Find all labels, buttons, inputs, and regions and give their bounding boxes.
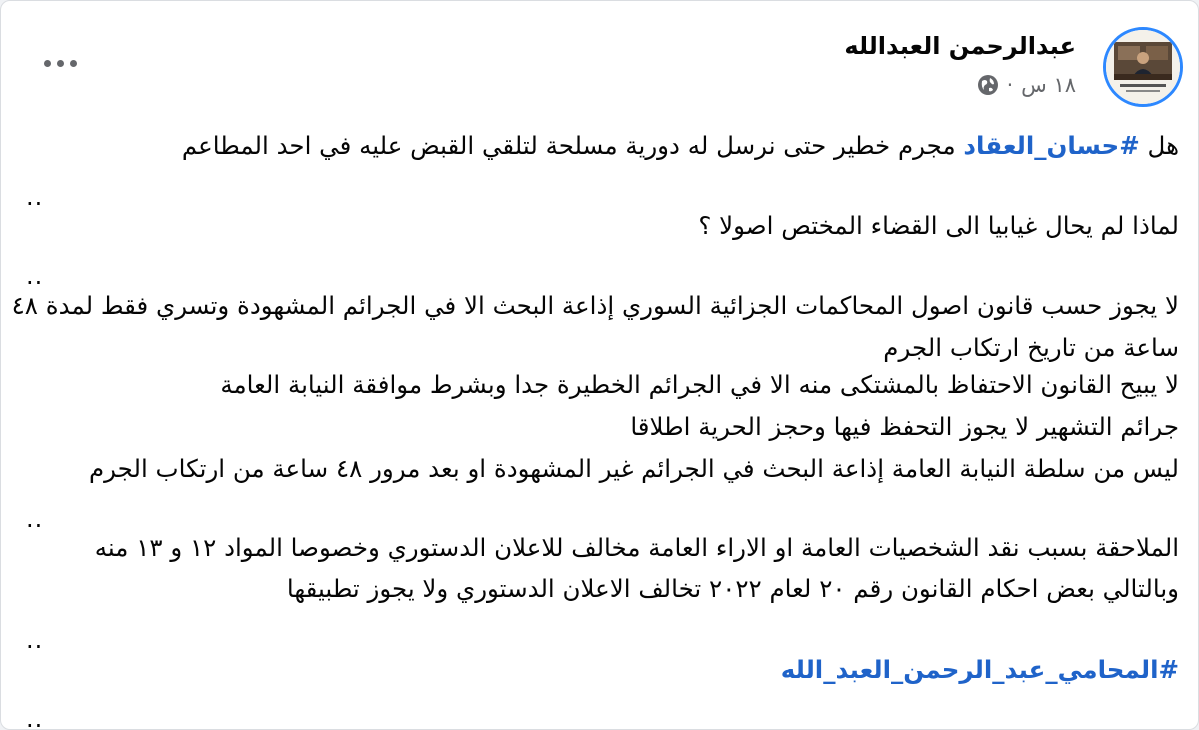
separator-dots: .. <box>26 183 44 211</box>
line1-prefix: هل <box>1139 131 1179 160</box>
post-line-2: لماذا لم يحال غيابيا الى القضاء المختص اصولا ؟ <box>698 211 1179 240</box>
separator-dots: .. <box>26 626 44 654</box>
meta-separator: · <box>1006 73 1014 97</box>
post-body <box>1 1 1198 729</box>
author-name[interactable]: عبدالرحمن العبدالله <box>844 32 1076 60</box>
post-line-9: وبالتالي بعض احكام القانون رقم ٢٠ لعام ٢٠٢٢ تخالف الاعلان الدستوري ولا يجوز تطبيقها <box>286 574 1179 603</box>
separator-dots: .. <box>26 705 44 730</box>
post-line-6: جرائم التشهير لا يجوز التحفظ فيها وحجز الحرية اطلاقا <box>630 412 1179 441</box>
hashtag-link[interactable]: #المحامي_عبد_الرحمن_العبد_الله <box>780 655 1179 684</box>
post-line-7: ليس من سلطة النيابة العامة إذاعة البحث في الجرائم غير المشهودة او بعد مرور ٤٨ ساعة من ارتكاب الجرم <box>89 454 1179 483</box>
line1-rest: مجرم خطير حتى نرسل له دورية مسلحة لتلقي القبض عليه في احد المطاعم <box>181 131 964 160</box>
post-line-3: لا يجوز حسب قانون اصول المحاكمات الجزائية السوري إذاعة البحث الا في الجرائم المشهودة وتسري فقط لمدة ٤٨ <box>11 291 1179 320</box>
post-timestamp[interactable]: ١٨ س <box>1021 73 1076 97</box>
hashtag-link[interactable]: #حسان_العقاد <box>963 131 1140 160</box>
post-line-10 <box>21 652 1179 688</box>
post-line-1 <box>21 128 1179 164</box>
post-line-8: الملاحقة بسبب نقد الشخصيات العامة او الاراء العامة مخالف للاعلان الدستوري وخصوصا المواد ١٢ و ١٣ منه <box>94 533 1179 562</box>
post-line-4: ساعة من تاريخ ارتكاب الجرم <box>883 333 1179 362</box>
separator-dots: .. <box>26 262 44 290</box>
separator-dots: .. <box>26 505 44 533</box>
post-line-5: لا يبيح القانون الاحتفاظ بالمشتكى منه الا في الجرائم الخطيرة جدا وبشرط موافقة النيابة العامة <box>220 370 1179 399</box>
